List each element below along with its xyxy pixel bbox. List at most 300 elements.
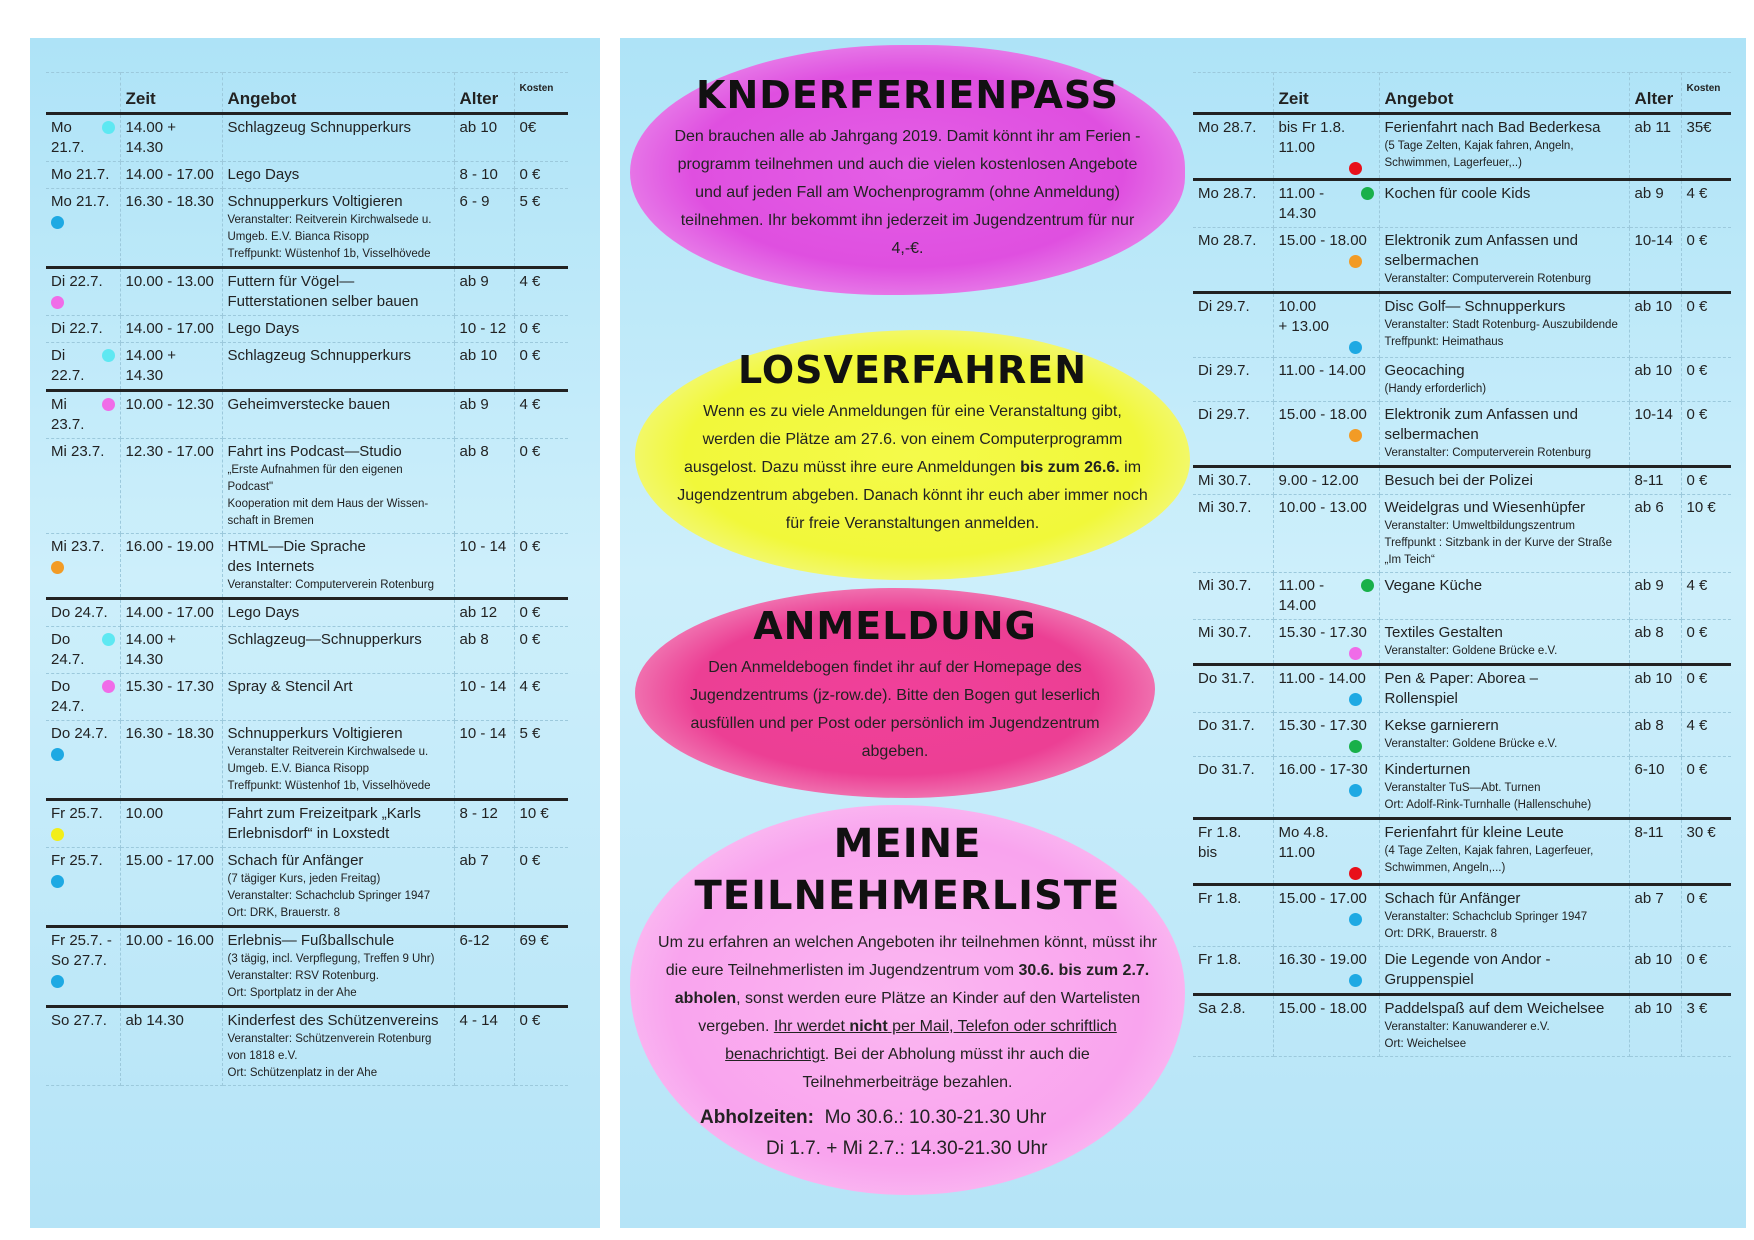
offer-title: Schnupperkurs Voltigieren (227, 725, 403, 742)
time-cell (120, 1007, 222, 1086)
table-row (1193, 495, 1731, 573)
table-row (46, 534, 568, 599)
date-wrap (51, 346, 115, 386)
offer-title: Futtern für Vögel— Futterstationen selber bauen (227, 273, 419, 310)
left-schedule-panel (30, 38, 600, 1228)
time-text: 16.00 - 17-30 (1278, 761, 1368, 778)
offer-details: Veranstalter Reitverein Kirchwalsede u. Umgeb. E.V. Bianca Risopp Treffpunkt: Wüstenhof 1b, Visselhövede (227, 746, 431, 792)
ferienpass-heading: KNDERFERIENPASS (696, 73, 1119, 117)
table-row (46, 627, 568, 674)
date-text: Fr 1.8. bis (1198, 824, 1242, 861)
date-cell (1193, 757, 1273, 819)
date-wrap (1198, 716, 1268, 736)
offer-title: Schach für Anfänger (227, 852, 364, 869)
offer-cell (1379, 228, 1629, 293)
offer-title: Schlagzeug Schnupperkurs (227, 347, 411, 364)
cost-cell: 5 € (514, 189, 568, 268)
offer-title: Schach für Anfänger (1384, 890, 1521, 907)
header-time: Zeit (1273, 73, 1379, 114)
offer-title: Geheimverstecke bauen (227, 396, 391, 413)
date-text: Mi 30.7. (1198, 472, 1252, 489)
age-cell: ab 8 (454, 439, 514, 534)
offer-cell (1379, 819, 1629, 885)
date-cell (46, 599, 120, 627)
anmeldung-section (635, 588, 1155, 798)
offer-cell (1379, 573, 1629, 620)
table-row (46, 848, 568, 927)
age-cell: 8-11 (1629, 819, 1681, 885)
cost-cell: 3 € (1681, 995, 1731, 1057)
offer-details: Veranstalter: Computerverein Rotenburg (1384, 273, 1591, 285)
date-wrap (51, 724, 115, 744)
offer-title: Paddelspaß auf dem Weichelsee (1384, 1000, 1605, 1017)
time-wrap (1279, 889, 1374, 909)
table-row (1193, 293, 1731, 358)
time-cell (1273, 228, 1379, 293)
time-text: 11.00 - 14.00 (1278, 577, 1325, 614)
date-cell (46, 189, 120, 268)
header-offer: Angebot (1379, 73, 1629, 114)
offer-cell (1379, 114, 1629, 180)
losverfahren-text-a: Wenn es zu viele Anmeldungen für eine Veranstaltung gibt, werden die Plätze am 27.6. von einem Computerprogramm ausgelost. Dazu müsst ihre eure Anmeldungen (683, 403, 1123, 476)
offer-title: Spray & Stencil Art (227, 678, 353, 695)
right-schedule-table (1193, 72, 1731, 1057)
time-text: 15.30 - 17.30 (1278, 624, 1367, 641)
time-text: 9.00 - 12.00 (1278, 472, 1359, 489)
category-dot-blue-icon (51, 875, 64, 888)
time-cell (1273, 402, 1379, 467)
date-cell (46, 316, 120, 343)
right-table-body (1193, 114, 1731, 1057)
cost-cell: 4 € (514, 674, 568, 721)
offer-cell (222, 391, 454, 439)
offer-details: (Handy erforderlich) (1384, 383, 1487, 395)
losverfahren-heading: LOSVERFAHREN (738, 348, 1087, 392)
offer-cell (1379, 620, 1629, 665)
ferienpass-section (630, 45, 1185, 295)
offer-title: Schlagzeug Schnupperkurs (227, 119, 411, 136)
time-text: 10.00 (125, 805, 164, 822)
time-cell (1273, 467, 1379, 495)
date-wrap (51, 319, 115, 339)
date-wrap (51, 804, 115, 824)
date-wrap (51, 603, 115, 623)
time-cell (1273, 947, 1379, 995)
offer-cell (222, 534, 454, 599)
time-cell (1273, 665, 1379, 713)
time-wrap (1279, 950, 1374, 970)
age-cell: ab 9 (454, 391, 514, 439)
offer-cell (1379, 995, 1629, 1057)
age-cell: 8-11 (1629, 467, 1681, 495)
offer-cell (1379, 402, 1629, 467)
offer-title: Lego Days (227, 166, 300, 183)
date-cell (1193, 620, 1273, 665)
table-row (46, 189, 568, 268)
offer-cell (1379, 467, 1629, 495)
abholzeiten-label: Abholzeiten: (700, 1107, 814, 1128)
header-time: Zeit (120, 73, 222, 114)
time-cell (1273, 114, 1379, 180)
time-wrap (1279, 405, 1374, 425)
losverfahren-section (635, 330, 1190, 580)
date-wrap (1198, 669, 1268, 689)
time-wrap (1279, 623, 1374, 643)
time-cell (120, 268, 222, 316)
time-cell (120, 927, 222, 1007)
offer-cell (1379, 495, 1629, 573)
left-table-header (46, 73, 568, 114)
cost-cell: 0 € (514, 534, 568, 599)
age-cell: 10 - 14 (454, 674, 514, 721)
date-wrap (1198, 623, 1268, 643)
offer-cell (222, 439, 454, 534)
left-schedule-table (46, 72, 568, 1086)
header-cost: Kosten (1681, 73, 1731, 114)
teilnehmerliste-text (656, 929, 1159, 1097)
date-text: Mi 30.7. (1198, 624, 1252, 641)
age-cell: ab 10 (1629, 665, 1681, 713)
age-cell: ab 9 (1629, 573, 1681, 620)
offer-details: Veranstalter: Computerverein Rotenburg (227, 579, 434, 591)
date-text: Mi 23.7. (51, 443, 105, 460)
cost-cell: 69 € (514, 927, 568, 1007)
time-text: 14.00 - 17.00 (125, 320, 214, 337)
date-cell (46, 439, 120, 534)
age-cell: 4 - 14 (454, 1007, 514, 1086)
time-cell (1273, 819, 1379, 885)
offer-title: Pen & Paper: Aborea – Rollenspiel (1384, 670, 1538, 707)
date-cell (46, 534, 120, 599)
time-text: 15.00 - 18.00 (1278, 406, 1367, 423)
date-text: Mi 30.7. (1198, 499, 1252, 516)
date-wrap (1198, 950, 1268, 970)
date-cell (46, 343, 120, 391)
time-text: ab 14.30 (125, 1012, 184, 1029)
date-cell (1193, 293, 1273, 358)
time-text: 14.00 + 14.30 (125, 631, 176, 668)
table-row (1193, 620, 1731, 665)
date-cell (46, 721, 120, 800)
cost-cell: 0 € (1681, 665, 1731, 713)
age-cell: 8 - 10 (454, 162, 514, 189)
cost-cell: 30 € (1681, 819, 1731, 885)
cost-cell: 0 € (1681, 947, 1731, 995)
date-cell (1193, 665, 1273, 713)
offer-title: Lego Days (227, 320, 300, 337)
date-cell (1193, 402, 1273, 467)
time-cell (120, 439, 222, 534)
time-wrap (1279, 669, 1374, 689)
offer-title: Ferienfahrt nach Bad Bederkesa (1384, 119, 1601, 136)
category-dot-blue-icon (1349, 693, 1362, 706)
offer-title: Ferienfahrt für kleine Leute (1384, 824, 1564, 841)
time-cell (120, 627, 222, 674)
offer-cell (1379, 665, 1629, 713)
table-row (1193, 713, 1731, 757)
offer-cell (222, 1007, 454, 1086)
date-wrap (1198, 823, 1268, 863)
teilnehmer-notice-1: Ihr werdet (773, 1018, 850, 1035)
offer-cell (222, 162, 454, 189)
time-text: 14.00 + 14.30 (125, 347, 176, 384)
header-date (1193, 73, 1273, 114)
category-dot-green-icon (1349, 740, 1362, 753)
offer-details: (7 tägiger Kurs, jeden Freitag) Veranstalter: Schachclub Springer 1947 Ort: DRK, Brauerstr. 8 (227, 873, 431, 919)
cost-cell: 0 € (514, 343, 568, 391)
offer-title: Kekse garnierern (1384, 717, 1499, 734)
date-text: Do 24.7. (51, 604, 108, 621)
date-text: Mi 23.7. (51, 538, 105, 555)
table-row (1193, 995, 1731, 1057)
date-cell (46, 627, 120, 674)
offer-cell (1379, 713, 1629, 757)
offer-details: Veranstalter: Goldene Brücke e.V. (1384, 645, 1558, 657)
date-cell (46, 162, 120, 189)
category-dot-orange-icon (1349, 255, 1362, 268)
offer-details: Veranstalter: Stadt Rotenburg- Auszubildende Treffpunkt: Heimathaus (1384, 319, 1618, 348)
age-cell: 10 - 14 (454, 534, 514, 599)
time-text: 10.00 - 16.00 (125, 932, 214, 949)
age-cell: ab 12 (454, 599, 514, 627)
time-cell (120, 162, 222, 189)
date-cell (1193, 495, 1273, 573)
time-text: 15.00 - 17.00 (1278, 890, 1367, 907)
date-text: Di 29.7. (1198, 406, 1250, 423)
category-dot-orange-icon (1349, 429, 1362, 442)
abholzeiten-line-1 (630, 1103, 1185, 1133)
table-row (46, 162, 568, 189)
time-text: 11.00 - 14.30 (1278, 185, 1325, 222)
offer-title: Kinderturnen (1384, 761, 1471, 778)
date-wrap (1198, 405, 1268, 425)
age-cell: 6-10 (1629, 757, 1681, 819)
date-text: Mo 28.7. (1198, 119, 1257, 136)
cost-cell: 4 € (514, 268, 568, 316)
category-dot-blue-icon (51, 975, 64, 988)
offer-details: Veranstalter: Goldene Brücke e.V. (1384, 738, 1558, 750)
date-text: Do 31.7. (1198, 761, 1255, 778)
abholzeiten-line-2: Di 1.7. + Mi 2.7.: 14.30-21.30 Uhr (766, 1138, 1048, 1159)
offer-title: Fahrt zum Freizeitpark „Karls Erlebnisdorf“ in Loxstedt (227, 805, 421, 842)
date-cell (46, 848, 120, 927)
offer-cell (222, 800, 454, 848)
age-cell: 6-12 (454, 927, 514, 1007)
offer-title: Elektronik zum Anfassen und selbermachen (1384, 406, 1578, 443)
date-wrap (51, 395, 115, 435)
date-wrap (51, 165, 115, 185)
date-wrap (1198, 889, 1268, 909)
cost-cell: 0 € (1681, 228, 1731, 293)
offer-details: Veranstalter: Reitverein Kirchwalsede u. Umgeb. E.V. Bianca Risopp Treffpunkt: Wüstenhof 1b, Visselhövede (227, 214, 432, 260)
date-wrap (51, 192, 115, 212)
offer-cell (1379, 757, 1629, 819)
table-row (1193, 402, 1731, 467)
offer-title: Disc Golf— Schnupperkurs (1384, 298, 1566, 315)
time-text: 10.00 - 13.00 (1278, 499, 1367, 516)
category-dot-pink-icon (102, 680, 115, 693)
time-text: 11.00 - 14.00 (1278, 362, 1366, 379)
time-text: 16.00 - 19.00 (125, 538, 214, 555)
age-cell: ab 8 (454, 627, 514, 674)
date-text: Di 22.7. (51, 347, 85, 384)
age-cell: ab 10 (454, 114, 514, 162)
date-cell (1193, 713, 1273, 757)
offer-title: Kochen für coole Kids (1384, 185, 1531, 202)
age-cell: ab 10 (1629, 995, 1681, 1057)
header-offer: Angebot (222, 73, 454, 114)
date-cell (1193, 947, 1273, 995)
offer-cell (222, 114, 454, 162)
time-cell (1273, 495, 1379, 573)
time-text: 15.00 - 17.00 (125, 852, 214, 869)
cost-cell: 35€ (1681, 114, 1731, 180)
offer-title: Kinderfest des Schützenvereins (227, 1012, 439, 1029)
cost-cell: 10 € (1681, 495, 1731, 573)
date-text: Di 22.7. (51, 320, 103, 337)
cost-cell: 0 € (1681, 620, 1731, 665)
time-cell (120, 848, 222, 927)
date-text: Fr 1.8. (1198, 951, 1242, 968)
table-row (46, 927, 568, 1007)
offer-cell (1379, 293, 1629, 358)
category-dot-blue-icon (1349, 974, 1362, 987)
date-text: Fr 25.7. - So 27.7. (51, 932, 112, 969)
offer-details: Veranstalter: Schachclub Springer 1947 Ort: DRK, Brauerstr. 8 (1384, 911, 1588, 940)
time-text: 15.30 - 17.30 (125, 678, 214, 695)
date-text: Mo 28.7. (1198, 185, 1257, 202)
date-text: Mo 28.7. (1198, 232, 1257, 249)
time-cell (1273, 757, 1379, 819)
offer-cell (222, 721, 454, 800)
offer-cell (222, 343, 454, 391)
teilnehmerliste-heading-2: TEILNEHMERLISTE (694, 873, 1121, 919)
date-wrap (1198, 297, 1268, 317)
date-cell (46, 674, 120, 721)
time-text: 10.00 - 12.30 (125, 396, 214, 413)
time-wrap (1279, 760, 1374, 780)
cost-cell: 0 € (514, 439, 568, 534)
time-text: 14.00 + 14.30 (125, 119, 176, 156)
cost-cell: 0 € (1681, 467, 1731, 495)
date-wrap (51, 677, 115, 717)
header-cost: Kosten (514, 73, 568, 114)
age-cell: ab 10 (1629, 293, 1681, 358)
offer-cell (222, 627, 454, 674)
table-row (46, 391, 568, 439)
date-cell (46, 268, 120, 316)
offer-cell (222, 316, 454, 343)
age-cell: ab 6 (1629, 495, 1681, 573)
table-row (1193, 358, 1731, 402)
date-text: So 27.7. (51, 1012, 107, 1029)
cost-cell: 0 € (514, 1007, 568, 1086)
age-cell: ab 7 (454, 848, 514, 927)
date-text: Do 31.7. (1198, 717, 1255, 734)
offer-details: „Erste Aufnahmen für den eigenen Podcast" Kooperation mit dem Haus der Wissen-schaft in Bremen (227, 464, 429, 527)
time-wrap (1279, 576, 1374, 616)
cost-cell: 10 € (514, 800, 568, 848)
time-cell (120, 534, 222, 599)
date-wrap (1198, 999, 1268, 1019)
offer-cell (222, 599, 454, 627)
time-text: 14.00 - 17.00 (125, 604, 214, 621)
cost-cell: 4 € (514, 391, 568, 439)
teilnehmer-text-c: . Bei der Abholung müsst ihr auch die Teilnehmerbeiträge bezahlen. (802, 1046, 1090, 1091)
date-cell (46, 927, 120, 1007)
time-wrap (1279, 297, 1374, 337)
time-text: bis Fr 1.8. 11.00 (1278, 119, 1346, 156)
date-text: Mi 30.7. (1198, 577, 1252, 594)
table-row (46, 343, 568, 391)
time-wrap (1279, 231, 1374, 251)
age-cell: 10 - 12 (454, 316, 514, 343)
date-text: Di 29.7. (1198, 298, 1250, 315)
age-cell: ab 11 (1629, 114, 1681, 180)
offer-title: Textiles Gestalten (1384, 624, 1503, 641)
time-text: 16.30 - 18.30 (125, 193, 214, 210)
time-text: 15.30 - 17.30 (1278, 717, 1367, 734)
offer-details: Veranstalter: Kanuwanderer e.V. Ort: Weichelsee (1384, 1021, 1550, 1050)
age-cell: ab 9 (1629, 180, 1681, 228)
time-cell (120, 721, 222, 800)
time-text: 12.30 - 17.00 (125, 443, 214, 460)
offer-title: Fahrt ins Podcast—Studio (227, 443, 402, 460)
offer-details: Veranstalter: Umweltbildungszentrum Treffpunkt : Sitzbank in der Kurve der Straße „Im Teich“ (1384, 520, 1613, 566)
date-wrap (51, 537, 115, 557)
left-table-body (46, 114, 568, 1086)
age-cell: 6 - 9 (454, 189, 514, 268)
offer-title: HTML—Die Sprache des Internets (227, 538, 366, 575)
date-cell (46, 800, 120, 848)
date-wrap (51, 630, 115, 670)
date-text: Di 29.7. (1198, 362, 1250, 379)
date-cell (1193, 114, 1273, 180)
age-cell: ab 10 (1629, 947, 1681, 995)
category-dot-pink-icon (51, 296, 64, 309)
offer-title: Vegane Küche (1384, 577, 1483, 594)
category-dot-pink-icon (1349, 647, 1362, 660)
table-row (46, 1007, 568, 1086)
date-wrap (51, 272, 115, 292)
table-row (1193, 885, 1731, 947)
cost-cell: 0 € (514, 162, 568, 189)
teilnehmerliste-section (630, 805, 1185, 1195)
table-row (46, 114, 568, 162)
time-wrap (1279, 823, 1374, 863)
table-row (1193, 114, 1731, 180)
time-cell (120, 114, 222, 162)
table-row (46, 599, 568, 627)
offer-details: Veranstalter: Schützenverein Rotenburg von 1818 e.V. Ort: Schützenplatz in der Ahe (227, 1033, 432, 1079)
category-dot-blue-icon (51, 748, 64, 761)
category-dot-pink-icon (102, 398, 115, 411)
offer-title: Elektronik zum Anfassen und selbermachen (1384, 232, 1578, 269)
date-cell (1193, 467, 1273, 495)
table-row (46, 439, 568, 534)
date-wrap (51, 931, 115, 971)
time-cell (1273, 358, 1379, 402)
cost-cell: 0 € (514, 316, 568, 343)
time-text: 16.30 - 19.00 (1278, 951, 1367, 968)
table-row (46, 721, 568, 800)
age-cell: ab 8 (1629, 620, 1681, 665)
offer-cell (222, 268, 454, 316)
date-text: Mo 21.7. (51, 119, 85, 156)
category-dot-blue-icon (1349, 784, 1362, 797)
losverfahren-text (677, 398, 1148, 538)
table-row (46, 316, 568, 343)
